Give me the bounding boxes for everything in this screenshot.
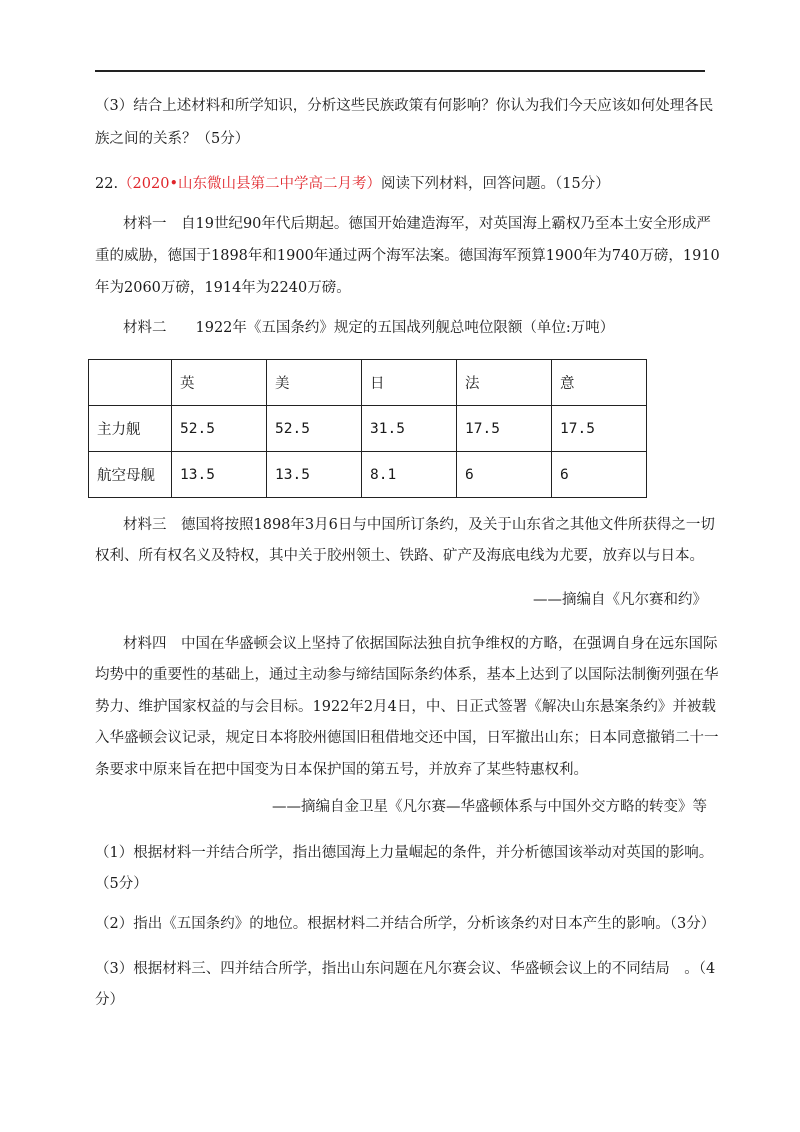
subquestion-1-line-1: （1）根据材料一并结合所学，指出德国海上力量崛起的条件，并分析德国该举动对英国的影响。 [95,845,714,861]
question-prompt: 阅读下列材料，回答问题。（15分） [381,176,610,192]
question-number: 22. [95,176,119,192]
table-header-row [89,360,647,406]
question-22-heading [95,174,707,194]
table-cell: 6 [457,452,552,498]
treaty-tonnage-table [88,359,647,498]
table-cell: 6 [552,452,647,498]
subquestion-3-line-2: 分） [95,992,124,1008]
table-header-corner [89,360,172,406]
subquestion-1-line-2: （5分） [95,876,148,892]
table-cell: 13.5 [172,452,267,498]
table-cell: 52.5 [267,406,362,452]
material-4-line-2: 均势中的重要性的基础上，通过主动参与缔结国际条约体系，基本上达到了以国际法制衡列强在华 [95,667,719,683]
material-1-line-2: 重的威胁，德国于1898年和1900年通过两个海军法案。德国海军预算1900年为740万磅，1910 [95,248,720,264]
table-cell: 31.5 [362,406,457,452]
subquestion-2: （2）指出《五国条约》的地位。根据材料二并结合所学，分析该条约对日本产生的影响。（3分） [95,916,716,932]
header-rule [95,70,705,72]
material-4-line-5: 条要求中原来旨在把中国变为日本保护国的第五号，并放弃了某些特惠权利。 [95,762,588,778]
table-cell: 17.5 [457,406,552,452]
material-1-line-3: 年为2060万磅，1914年为2240万磅。 [95,280,351,296]
material-1-line-1: 材料一 自19世纪90年代后期起。德国开始建造海军，对英国海上霸权乃至本土安全形成严 [123,216,711,232]
table-cell: 13.5 [267,452,362,498]
table-header-italy: 意 [552,360,647,406]
material-4-line-4: 入华盛顿会议记录，规定日本将胶州德国旧租借地交还中国，日军撤出山东；日本同意撤销二十一 [95,730,719,746]
prev-question-line-1: （3）结合上述材料和所学知识，分析这些民族政策有何影响？你认为我们今天应该如何处理各民 [95,98,714,114]
material-3-line-2: 权利、所有权名义及特权，其中关于胶州领土、铁路、矿产及海底电线为尤要，放弃以与日本。 [95,548,704,564]
table-header-france: 法 [457,360,552,406]
material-3-attribution: ——摘编自《凡尔赛和约》 [533,592,707,608]
table-row [89,406,647,452]
material-2-caption: 材料二 1922年《五国条约》规定的五国战列舰总吨位限额（单位:万吨） [123,320,615,336]
material-3-line-1: 材料三 德国将按照1898年3月6日与中国所订条约，及关于山东省之其他文件所获得之一切 [123,517,715,533]
question-source: （2020•山东微山县第二中学高二月考） [118,176,382,192]
prev-question-line-2: 族之间的关系？（5分） [95,131,250,147]
table-header-japan: 日 [362,360,457,406]
table-cell: 8.1 [362,452,457,498]
table-cell: 52.5 [172,406,267,452]
subquestion-3-line-1: （3）根据材料三、四并结合所学，指出山东问题在凡尔赛会议、华盛顿会议上的不同结局 。（4 [95,961,716,977]
table-header-britain: 英 [172,360,267,406]
row-label-capital-ships: 主力舰 [89,406,172,452]
table-row [89,452,647,498]
material-4-line-3: 势力、维护国家权益的与会目标。1922年2月4日，中、日正式签署《解决山东悬案条约》并被载 [95,699,716,715]
table-header-usa: 美 [267,360,362,406]
material-4-line-1: 材料四 中国在华盛顿会议上坚持了依据国际法独自抗争维权的方略，在强调自身在远东国际 [123,636,718,652]
table-cell: 17.5 [552,406,647,452]
row-label-aircraft-carriers: 航空母舰 [89,452,172,498]
material-4-attribution: ——摘编自金卫星《凡尔赛—华盛顿体系与中国外交方略的转变》等 [272,799,707,815]
